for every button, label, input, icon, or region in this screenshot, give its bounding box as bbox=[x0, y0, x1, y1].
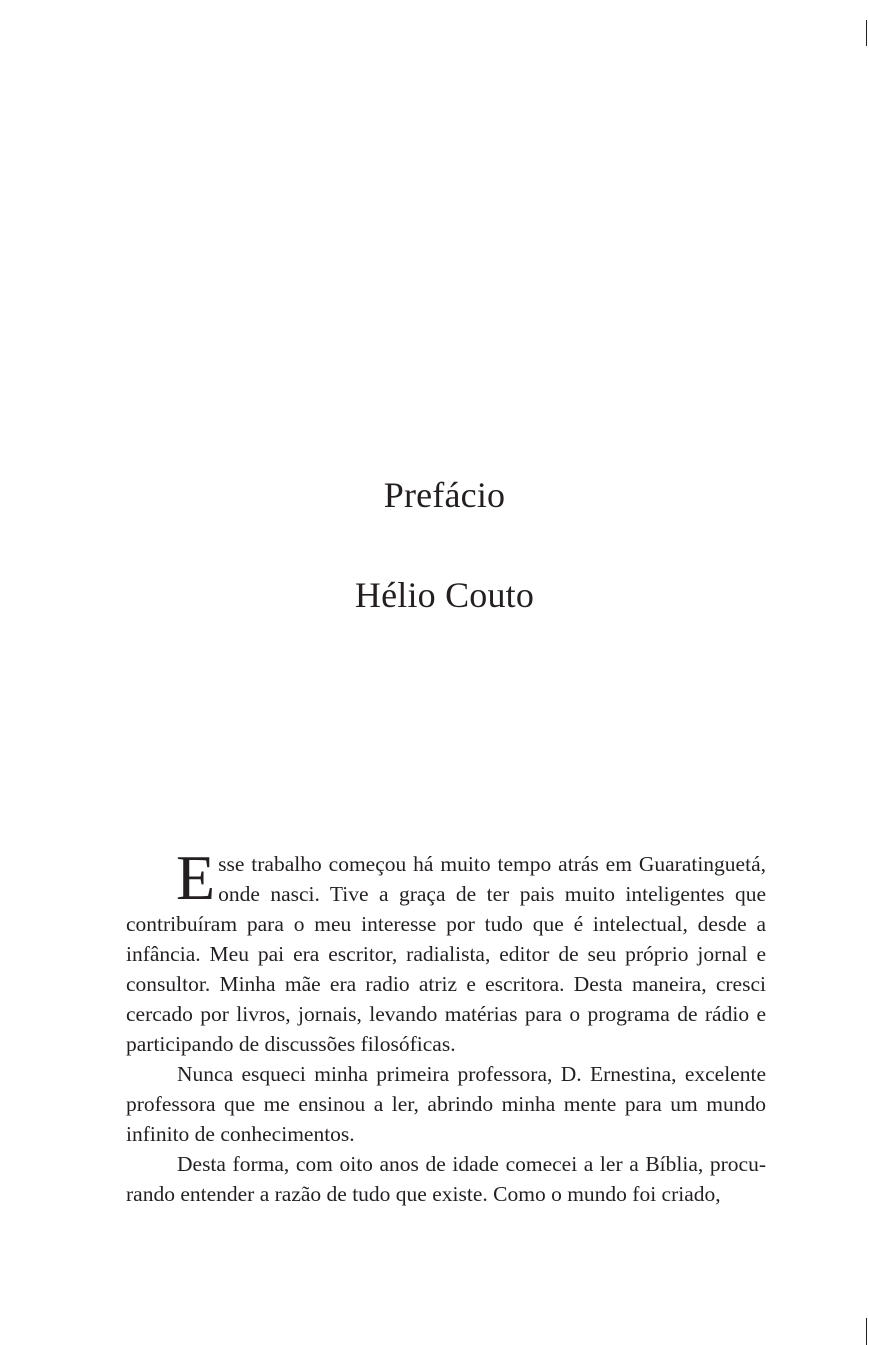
paragraph-1 bbox=[126, 842, 766, 1059]
paragraph-1-text: sse trabalho começou há muito tempo atrás em Guaratinguetá, onde nasci. Tive a graça de ter pais muito inteligentes que contribuíram para o meu interesse por tudo que é intelectual, desde a infância. Meu pai era escritor, radialista, editor de seu próprio jornal e consultor. Minha mãe era radio atriz e escritora. Desta maneira, cresci cercado por livros, jornais, levando matérias para o programa de rádio e participando de discussões filosóficas. bbox=[126, 852, 766, 1056]
author-name: Hélio Couto bbox=[354, 575, 535, 615]
drop-cap: E bbox=[176, 842, 216, 913]
crop-mark-top bbox=[866, 20, 867, 46]
crop-mark-bottom bbox=[866, 1318, 867, 1345]
chapter-title: Prefácio bbox=[383, 475, 506, 515]
paragraph-3: Desta forma, com oito anos de idade comecei a ler a Bíblia, procurando entender a razão de tudo que existe. Como o mundo foi criado, bbox=[126, 1152, 766, 1206]
paragraph-2: Nunca esqueci minha primeira professora, D. Ernestina, excelente professora que me ensinou a ler, abrindo minha mente para um mundo infinito de conhecimentos. bbox=[126, 1062, 766, 1146]
body-text bbox=[126, 842, 766, 1209]
